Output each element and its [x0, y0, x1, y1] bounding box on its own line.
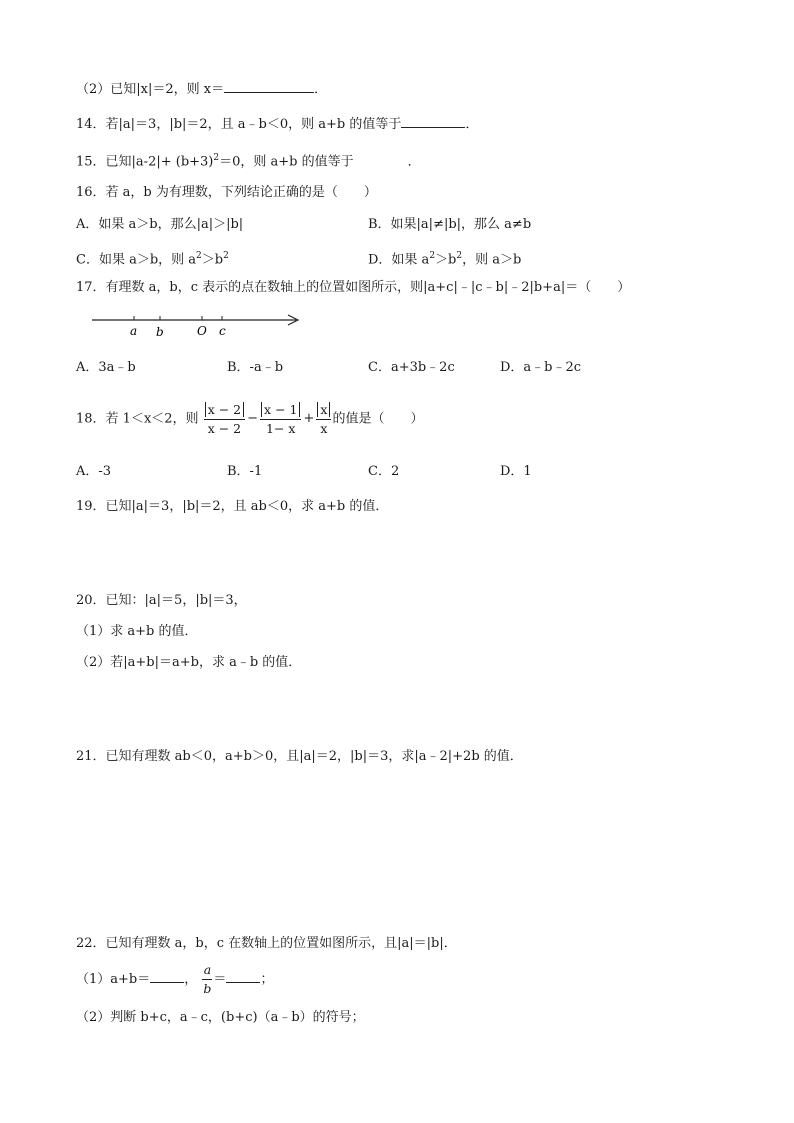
answer-blank: [226, 970, 260, 983]
answer-blank: [401, 115, 465, 128]
question-17-option-a: A．3a﹣b: [76, 360, 136, 375]
fraction-2: $\frac{x - 1}{1- x}$: [260, 402, 301, 437]
question-17-option-c: C．a+3b﹣2c: [368, 360, 455, 375]
axis-label-o: O: [197, 324, 207, 338]
question-14: 14．若|a|＝3，|b|＝2，且 a﹣b＜0，则 a+b 的值等于 ．: [76, 117, 479, 132]
question-17-option-d: D．a﹣b﹣2c: [500, 360, 582, 375]
axis-label-a: a: [130, 324, 138, 338]
fraction-3: $\frac{x}{x}$: [316, 402, 331, 437]
fraction-1: $\frac{x - 2}{x - 2}$: [204, 402, 245, 437]
question-18-option-b: B．-1: [227, 464, 263, 479]
question-17-option-b: B．-a﹣b: [227, 360, 284, 375]
question-22-stem: 22．已知有理数 a，b，c 在数轴上的位置如图所示，且|a|＝|b|．: [76, 936, 457, 951]
answer-blank: [224, 80, 314, 93]
answer-blank: [150, 970, 184, 983]
question-13-part-2: （2）已知|x|＝2，则 x＝ ．: [76, 82, 328, 97]
question-16-option-c: C．如果 a＞b，则 $a^2>b^2$: [76, 251, 229, 268]
question-16-stem: 16．若 a，b 为有理数，下列结论正确的是（ ）: [76, 185, 377, 200]
fraction-a-over-b: $\frac{a}{b}$: [203, 962, 212, 996]
question-18-option-a: A．-3: [76, 464, 112, 479]
question-16-option-b: B．如果|a|≠|b|，那么 a≠b: [368, 217, 532, 232]
question-20-stem: 20．已知：|a|＝5，|b|＝3，: [76, 593, 247, 608]
question-16-option-a: A．如果 a＞b，那么|a|＞|b|: [76, 217, 244, 232]
axis-label-c: c: [219, 324, 226, 338]
question-18-option-c: C．2: [368, 464, 400, 479]
question-text: （2）已知|x|＝2，则 x＝: [76, 82, 225, 97]
question-17-stem: 17．有理数 a，b，c 表示的点在数轴上的位置如图所示，则|a+c|﹣|c﹣b|﹣2|b+a|＝（ ）: [76, 280, 631, 295]
question-15: 15．已知$|a-2|+ (b+3)^2=0$，则 a+b 的值等于 ．: [76, 153, 421, 170]
question-20-part-1: （1）求 a+b 的值．: [76, 624, 198, 639]
axis-label-b: b: [156, 325, 164, 339]
number-line-figure: [88, 310, 304, 342]
question-18-option-d: D．1: [500, 464, 532, 479]
question-22-part-1: （1）a+b＝ ， $\frac{a}{b}$ ＝ ；: [76, 962, 274, 996]
question-22-part-2: （2）判断 b+c，a﹣c，(b+c)（a﹣b）的符号；: [76, 1010, 365, 1025]
question-21: 21．已知有理数 ab＜0，a+b＞0，且|a|＝2，|b|＝3，求|a﹣2|+2b 的值．: [76, 749, 523, 764]
question-18-stem: 18．若 1＜x＜2，则 $\frac{x - 2}{x - 2}$ − $\frac{x - 1}{1- x}$ + $\frac{x}{x}$ 的值是（ ）: [76, 401, 424, 436]
question-text: 14．若|a|＝3，|b|＝2，且 a﹣b＜0，则 a+b 的值等于: [76, 117, 402, 132]
question-16-option-d: D．如果 $a^2>b^2$，则 a＞b: [368, 251, 522, 268]
question-text: 15．已知|a-2|+ (b+3): [76, 154, 214, 170]
question-20-part-2: （2）若|a+b|＝a+b，求 a﹣b 的值．: [76, 655, 302, 670]
question-19: 19．已知|a|＝3，|b|＝2，且 ab＜0，求 a+b 的值．: [76, 499, 389, 514]
